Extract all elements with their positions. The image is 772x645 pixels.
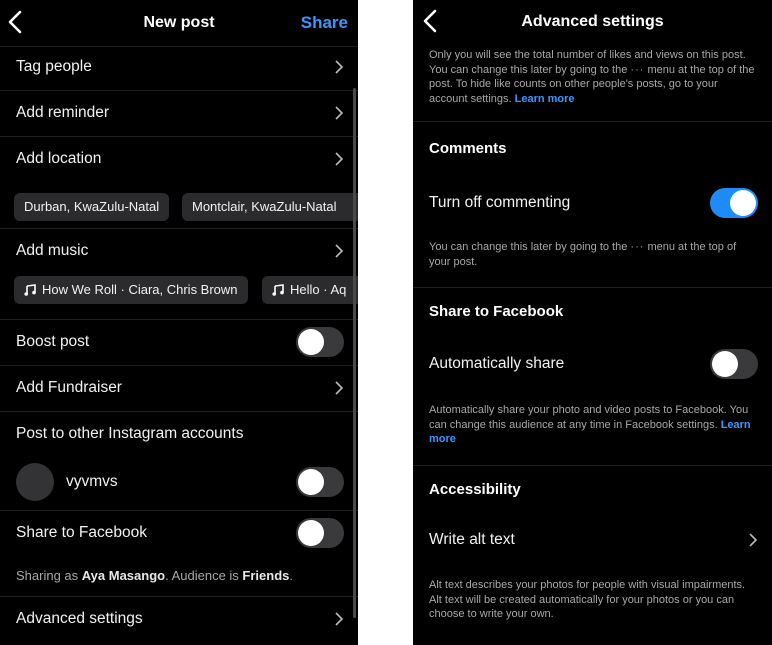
add-location-row[interactable]	[0, 136, 358, 182]
header-bar	[413, 0, 772, 42]
facebook-share-note: Automatically share your photo and video posts to Facebook. You can change this audience at any time in Facebook settings. Learn more	[429, 404, 751, 445]
add-music-label: Add music	[16, 242, 89, 259]
chevron-right-icon	[334, 151, 344, 167]
advanced-settings-screen	[413, 0, 772, 645]
chevron-right-icon	[334, 243, 344, 259]
add-reminder-label: Add reminder	[16, 104, 110, 121]
page-title: Advanced settings	[521, 13, 664, 30]
add-music-row[interactable]	[0, 228, 358, 274]
chevron-right-icon	[334, 380, 344, 396]
share-button[interactable]: Share	[300, 13, 348, 32]
add-fundraiser-label: Add Fundraiser	[16, 379, 122, 396]
share-to-facebook-section-title: Share to Facebook	[429, 303, 564, 320]
music-note-icon	[272, 284, 284, 296]
commenting-note: You can change this later by going to the ··· menu at the top of your post.	[429, 241, 737, 268]
sharing-as-text: Sharing as Aya Masango. Audience is Friends.	[16, 568, 294, 583]
music-chip[interactable]	[262, 276, 358, 304]
advanced-settings-row[interactable]	[0, 596, 358, 642]
likes-views-note: Only you will see the total number of likes and views on this post. You can change this later by going to the ··· menu at the top of the post. To hide like counts on other people's posts, go to your account settings. Learn more	[429, 49, 755, 105]
chevron-right-icon	[334, 105, 344, 121]
turn-off-commenting-label: Turn off commenting	[429, 194, 571, 211]
post-to-other-accounts-row	[0, 411, 358, 457]
new-post-screen	[0, 0, 358, 645]
share-to-facebook-row	[0, 510, 358, 556]
share-to-facebook-toggle[interactable]	[296, 518, 344, 548]
automatically-share-label: Automatically share	[429, 355, 565, 372]
automatically-share-row	[413, 341, 772, 387]
post-to-other-accounts-label: Post to other Instagram accounts	[16, 425, 244, 442]
header-bar	[0, 0, 358, 46]
advanced-settings-label: Advanced settings	[16, 610, 143, 627]
location-chip[interactable]: Durban, KwaZulu-Natal	[14, 193, 169, 221]
add-reminder-row[interactable]	[0, 90, 358, 136]
more-dots-icon: ···	[630, 63, 645, 76]
add-fundraiser-row[interactable]	[0, 365, 358, 411]
location-chip[interactable]: Montclair, KwaZulu-Natal	[182, 193, 358, 221]
automatically-share-toggle[interactable]	[710, 349, 758, 379]
music-chip-label: How We Roll · Ciara, Chris Brown	[42, 282, 238, 297]
boost-post-toggle[interactable]	[296, 327, 344, 357]
account-toggle[interactable]	[296, 467, 344, 497]
sharing-as-name: Aya Masango	[81, 568, 166, 583]
chevron-right-icon	[334, 59, 344, 75]
alt-text-note: Alt text describes your photos for people with visual impairments. Alt text will be created automatically for your photos or you can choose to write your own.	[429, 579, 746, 620]
music-chip[interactable]	[14, 276, 248, 304]
account-row	[0, 458, 358, 506]
add-location-label: Add location	[16, 150, 102, 167]
boost-post-label: Boost post	[16, 333, 90, 350]
music-note-icon	[24, 284, 36, 296]
comments-section-title: Comments	[429, 140, 507, 157]
write-alt-text-row[interactable]	[413, 517, 772, 563]
boost-post-row	[0, 319, 358, 365]
share-to-facebook-label: Share to Facebook	[16, 524, 147, 541]
learn-more-link[interactable]: Learn more	[429, 418, 751, 445]
scrollbar[interactable]	[353, 88, 356, 618]
write-alt-text-label: Write alt text	[429, 531, 515, 548]
account-username: vyvmvs	[66, 473, 118, 490]
music-chip-label: Hello · Aq	[290, 282, 347, 297]
page-title: New post	[143, 14, 215, 31]
learn-more-link[interactable]: Learn more	[514, 92, 575, 105]
turn-off-commenting-toggle[interactable]	[710, 188, 758, 218]
audience-value: Friends	[242, 568, 290, 583]
tag-people-row[interactable]	[0, 44, 358, 90]
turn-off-commenting-row	[413, 180, 772, 226]
more-dots-icon: ···	[630, 241, 645, 253]
chevron-right-icon	[334, 611, 344, 627]
tag-people-label: Tag people	[16, 58, 92, 75]
avatar	[16, 463, 54, 501]
chevron-right-icon	[748, 532, 758, 548]
accessibility-section-title: Accessibility	[429, 481, 521, 498]
